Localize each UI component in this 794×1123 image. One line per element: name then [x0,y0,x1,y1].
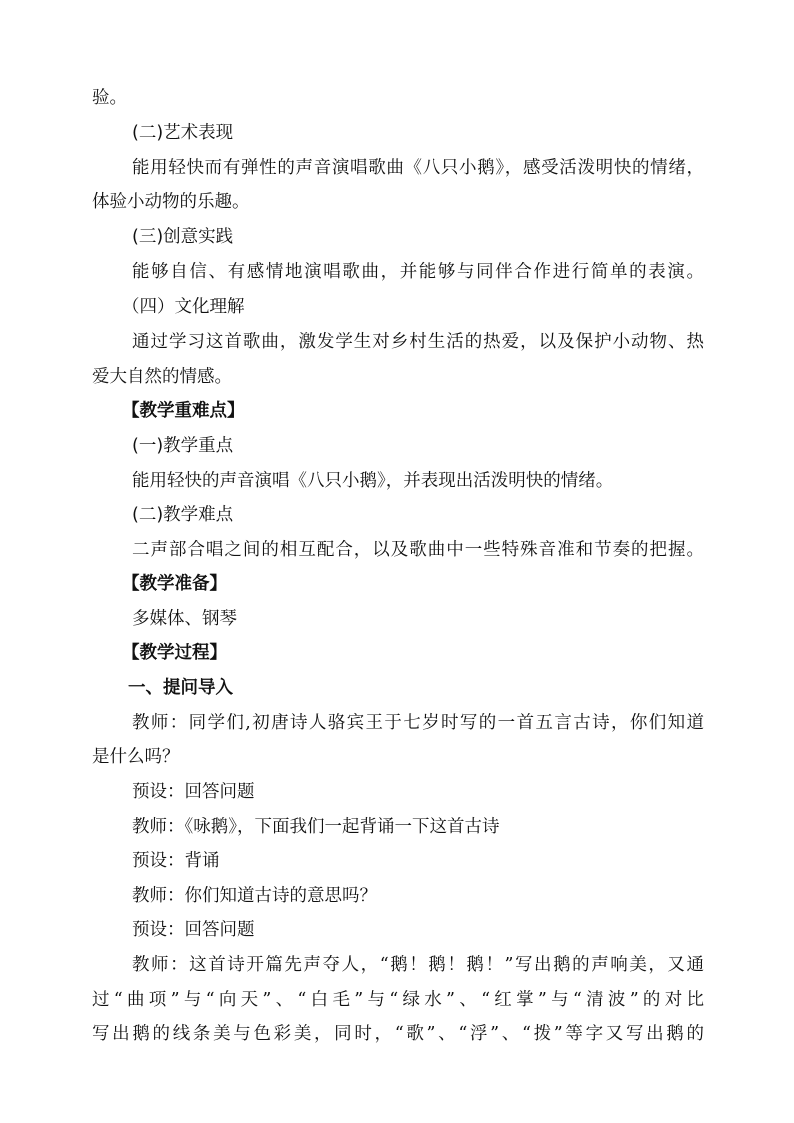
paragraph-line: 通过学习这首歌曲，激发学生对乡村生活的热爱，以及保护小动物、热 [132,332,704,352]
section-heading-process: 【教学过程】 [122,643,227,663]
paragraph-line: 多媒体、钢琴 [132,609,237,629]
text-line-continuation: 验。 [92,88,127,108]
paragraph-line: 教师：你们知道古诗的意思吗？ [132,886,377,906]
paragraph-line: 教师：这首诗开篇先声夺人，“鹅！鹅！鹅！”写出鹅的声响美，又通 [132,955,704,975]
paragraph-line: 是什么吗？ [92,747,180,767]
subheading-creative-practice: (三)创意实践 [132,227,234,247]
paragraph-line: 教师：同学们,初唐诗人骆宾王于七岁时写的一首五言古诗，你们知道 [132,713,704,733]
paragraph-line: 爱大自然的情感。 [92,367,232,387]
paragraph-line: 过“曲项”与“向天”、“白毛”与“绿水”、“红掌”与“清波”的对比 [92,990,704,1010]
paragraph-line: 体验小动物的乐趣。 [92,192,250,212]
subheading-teaching-focus: (一)教学重点 [132,436,234,456]
section-heading-key-points: 【教学重难点】 [122,401,245,421]
paragraph-line: 教师：《咏鹅》，下面我们一起背诵一下这首古诗 [132,817,500,837]
paragraph-line: 预设：回答问题 [132,782,255,802]
paragraph-line: 能用轻快的声音演唱《八只小鹅》，并表现出活泼明快的情绪。 [132,471,614,491]
paragraph-line: 预设：背诵 [132,851,220,871]
paragraph-line: 预设：回答问题 [132,920,255,940]
paragraph-line: 能够自信、有感情地演唱歌曲，并能够与同伴合作进行简单的表演。 [132,262,704,282]
paragraph-line: 二声部合唱之间的相互配合，以及歌曲中一些特殊音准和节奏的把握。 [132,540,704,560]
paragraph-line: 写出鹅的线条美与色彩美，同时，“歌”、“浮”、“拨”等字又写出鹅的 [92,1024,704,1044]
section-heading-preparation: 【教学准备】 [122,574,227,594]
subheading-cultural-understanding: （四）文化理解 [122,297,245,317]
subheading-teaching-difficulty: (二)教学难点 [132,505,234,525]
subheading-question-intro: 一、提问导入 [128,678,233,698]
paragraph-line: 能用轻快而有弹性的声音演唱歌曲《八只小鹅》，感受活泼明快的情绪， [132,158,704,178]
subheading-artistic-expression: (二)艺术表现 [132,123,234,143]
